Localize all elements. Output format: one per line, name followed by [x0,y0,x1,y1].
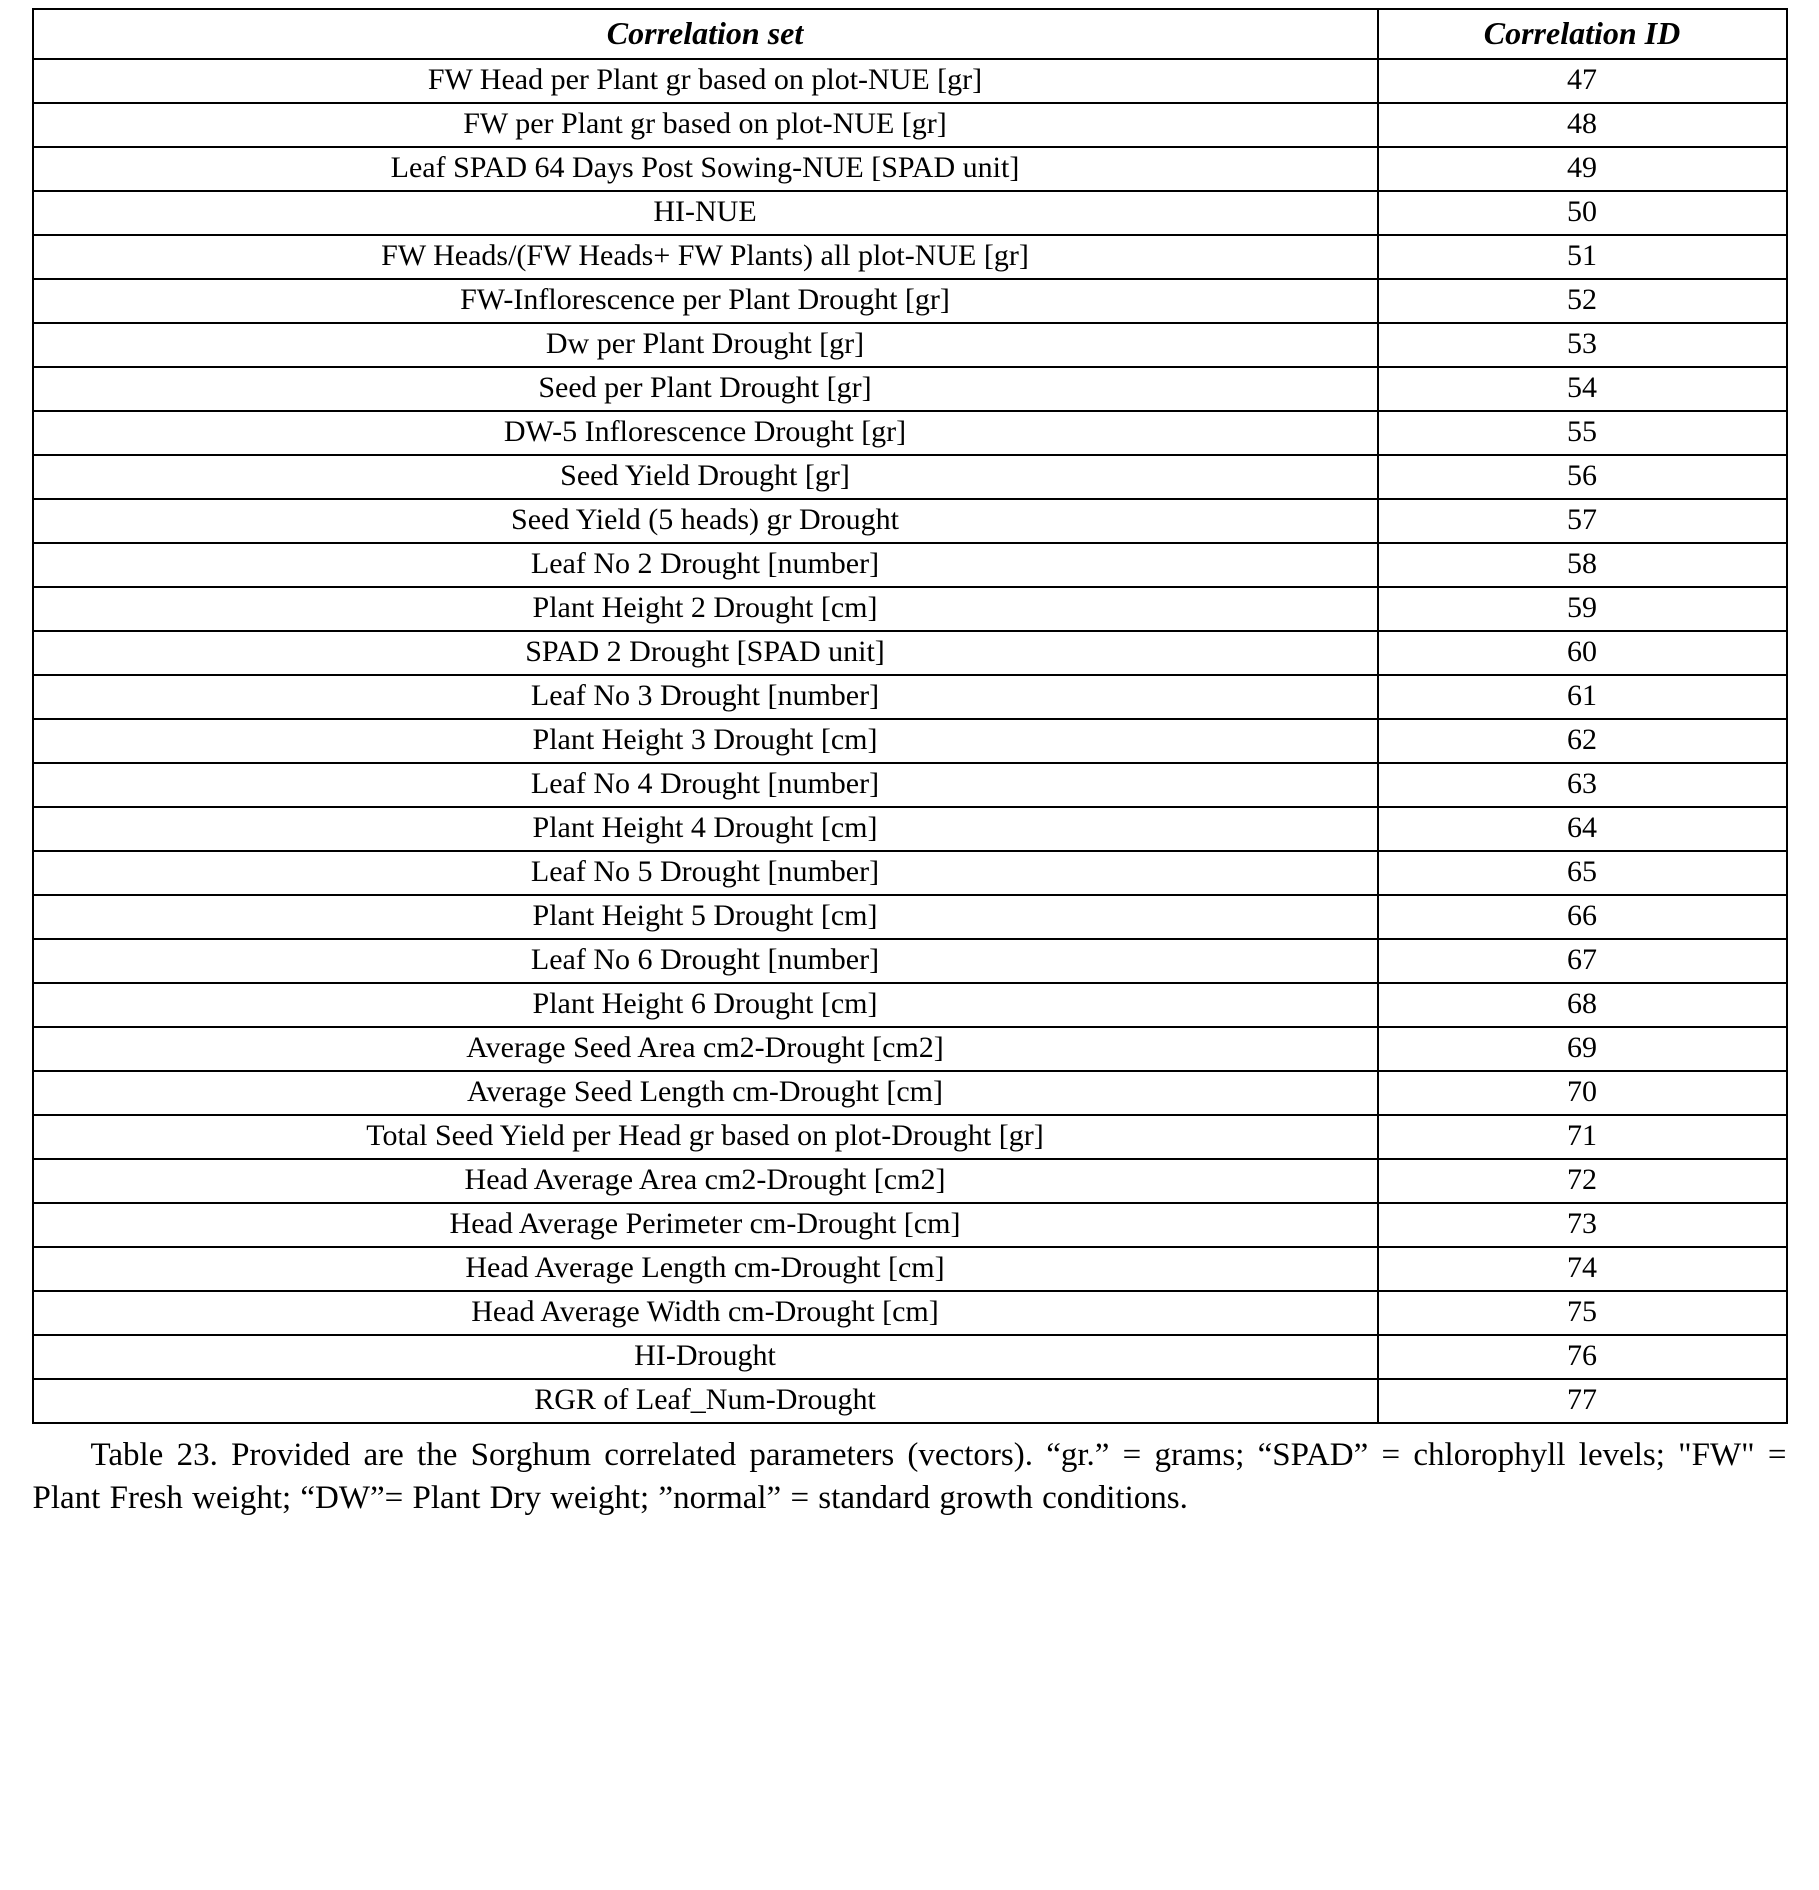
cell-correlation-id: 56 [1378,455,1787,499]
cell-correlation-id: 60 [1378,631,1787,675]
cell-correlation-set: RGR of Leaf_Num-Drought [33,1379,1378,1423]
table-row [33,411,1787,455]
cell-correlation-id: 70 [1378,1071,1787,1115]
table-row [33,1159,1787,1203]
table-row [33,279,1787,323]
cell-correlation-set: Leaf No 6 Drought [number] [33,939,1378,983]
cell-correlation-set: HI-Drought [33,1335,1378,1379]
correlation-table [32,8,1788,1424]
table-row [33,543,1787,587]
cell-correlation-set: FW-Inflorescence per Plant Drought [gr] [33,279,1378,323]
cell-correlation-id: 55 [1378,411,1787,455]
cell-correlation-id: 71 [1378,1115,1787,1159]
cell-correlation-id: 65 [1378,851,1787,895]
cell-correlation-id: 72 [1378,1159,1787,1203]
cell-correlation-set: Plant Height 5 Drought [cm] [33,895,1378,939]
cell-correlation-id: 68 [1378,983,1787,1027]
cell-correlation-id: 54 [1378,367,1787,411]
cell-correlation-set: Leaf No 5 Drought [number] [33,851,1378,895]
cell-correlation-set: Plant Height 2 Drought [cm] [33,587,1378,631]
table-row [33,103,1787,147]
cell-correlation-set: Plant Height 3 Drought [cm] [33,719,1378,763]
table-row [33,191,1787,235]
cell-correlation-id: 67 [1378,939,1787,983]
cell-correlation-set: Head Average Length cm-Drought [cm] [33,1247,1378,1291]
cell-correlation-id: 49 [1378,147,1787,191]
cell-correlation-set: Head Average Area cm2-Drought [cm2] [33,1159,1378,1203]
cell-correlation-set: Seed per Plant Drought [gr] [33,367,1378,411]
cell-correlation-set: Leaf No 2 Drought [number] [33,543,1378,587]
table-row [33,763,1787,807]
cell-correlation-set: SPAD 2 Drought [SPAD unit] [33,631,1378,675]
cell-correlation-id: 57 [1378,499,1787,543]
cell-correlation-id: 77 [1378,1379,1787,1423]
cell-correlation-id: 61 [1378,675,1787,719]
cell-correlation-set: Average Seed Length cm-Drought [cm] [33,1071,1378,1115]
table-row [33,59,1787,103]
table-row [33,1071,1787,1115]
table-row [33,235,1787,279]
cell-correlation-id: 75 [1378,1291,1787,1335]
cell-correlation-set: HI-NUE [33,191,1378,235]
column-header-correlation-set: Correlation set [33,9,1378,59]
cell-correlation-set: FW Heads/(FW Heads+ FW Plants) all plot-NUE [gr] [33,235,1378,279]
table-row [33,147,1787,191]
cell-correlation-id: 66 [1378,895,1787,939]
table-header [33,9,1787,59]
table-row [33,939,1787,983]
table-row [33,1291,1787,1335]
cell-correlation-id: 53 [1378,323,1787,367]
cell-correlation-set: Average Seed Area cm2-Drought [cm2] [33,1027,1378,1071]
table-row [33,1115,1787,1159]
table-row [33,895,1787,939]
cell-correlation-set: DW-5 Inflorescence Drought [gr] [33,411,1378,455]
table-row [33,1027,1787,1071]
cell-correlation-set: Leaf No 4 Drought [number] [33,763,1378,807]
cell-correlation-set: Plant Height 6 Drought [cm] [33,983,1378,1027]
table-row [33,1379,1787,1423]
table-row [33,807,1787,851]
table-row [33,367,1787,411]
cell-correlation-set: Dw per Plant Drought [gr] [33,323,1378,367]
cell-correlation-id: 63 [1378,763,1787,807]
cell-correlation-id: 58 [1378,543,1787,587]
cell-correlation-id: 47 [1378,59,1787,103]
table-row [33,499,1787,543]
cell-correlation-id: 62 [1378,719,1787,763]
table-row [33,587,1787,631]
table-row [33,323,1787,367]
cell-correlation-id: 50 [1378,191,1787,235]
cell-correlation-id: 52 [1378,279,1787,323]
table-header-row [33,9,1787,59]
column-header-correlation-id: Correlation ID [1378,9,1787,59]
table-row [33,675,1787,719]
cell-correlation-id: 64 [1378,807,1787,851]
cell-correlation-set: FW per Plant gr based on plot-NUE [gr] [33,103,1378,147]
table-row [33,1247,1787,1291]
cell-correlation-set: Leaf No 3 Drought [number] [33,675,1378,719]
table-row [33,631,1787,675]
cell-correlation-id: 73 [1378,1203,1787,1247]
cell-correlation-id: 69 [1378,1027,1787,1071]
cell-correlation-set: Total Seed Yield per Head gr based on plot-Drought [gr] [33,1115,1378,1159]
cell-correlation-id: 48 [1378,103,1787,147]
table-row [33,1335,1787,1379]
table-row [33,851,1787,895]
table-caption: Table 23. Provided are the Sorghum correlated parameters (vectors). “gr.” = grams; “SPAD” = chlorophyll levels; "FW" = Plant Fresh weight; “DW”= Plant Dry weight; ”normal” = standard growth conditions. [32,1437,1787,1516]
cell-correlation-set: Seed Yield Drought [gr] [33,455,1378,499]
cell-correlation-set: Leaf SPAD 64 Days Post Sowing-NUE [SPAD unit] [33,147,1378,191]
cell-correlation-set: Head Average Width cm-Drought [cm] [33,1291,1378,1335]
cell-correlation-id: 74 [1378,1247,1787,1291]
table-row [33,983,1787,1027]
cell-correlation-set: FW Head per Plant gr based on plot-NUE [gr] [33,59,1378,103]
table-row [33,1203,1787,1247]
table-body [33,59,1787,1423]
cell-correlation-id: 51 [1378,235,1787,279]
cell-correlation-set: Seed Yield (5 heads) gr Drought [33,499,1378,543]
cell-correlation-id: 59 [1378,587,1787,631]
cell-correlation-set: Plant Height 4 Drought [cm] [33,807,1378,851]
cell-correlation-set: Head Average Perimeter cm-Drought [cm] [33,1203,1378,1247]
table-row [33,455,1787,499]
table-row [33,719,1787,763]
cell-correlation-id: 76 [1378,1335,1787,1379]
